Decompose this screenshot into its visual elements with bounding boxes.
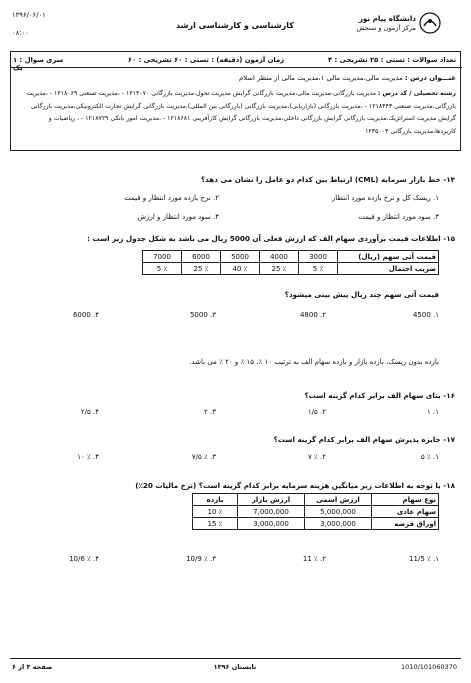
table-cell: ضریب احتمال	[338, 263, 439, 275]
course-title-line	[16, 74, 456, 82]
table-cell: 3,000,000	[305, 518, 372, 530]
table-cell: ٪ 25	[182, 263, 221, 275]
q16-option-3: ۳. ۲	[204, 408, 216, 416]
question-16-text: بتای سهام الف برابر کدام گزینه است؟	[304, 391, 441, 400]
table-cell: ٪ 15	[193, 518, 238, 530]
q17-option-2: ۲. ٪ ۷	[308, 453, 326, 461]
q18-option-3: ۳. ٪ 10/9	[186, 555, 216, 563]
table-cell: 4000	[260, 251, 299, 263]
table-cell: ٪ 5	[143, 263, 182, 275]
page-number: صفحه ۳ از ۶	[12, 663, 53, 671]
exam-duration: زمان آزمون (دقیقه) : تستی : ۶۰ تشریحی : ۶۰	[127, 56, 285, 64]
q16-option-1: ۱. ۱	[427, 408, 439, 416]
question-18-text: با توجه به اطلاعات زیر میانگین هزینه سرمایه برابر کدام گزینه است؟ (نرخ مالیات 20٪)	[135, 481, 441, 490]
question-14-text: خط بازار سرمایه (CML) ارتباط بین کدام دو عامل را نشان می دهد؟	[200, 175, 441, 184]
q17-option-1: ۱. ٪ ۵	[421, 453, 439, 461]
q15-option-2: ۲. 4800	[299, 311, 326, 319]
table-cell: 5,000,000	[305, 506, 372, 518]
table-cell: ٪ 10	[193, 506, 238, 518]
table-row	[143, 263, 439, 275]
q14-option-1: ۱. ریسک کل و نرخ بازده مورد انتظار	[331, 194, 439, 202]
table-cell: 7,000,000	[238, 506, 305, 518]
table-cell: قیمت آتی سهم (ریال)	[338, 251, 439, 263]
table-cell: 3,000,000	[238, 518, 305, 530]
field-text: مدیریت بازرگانی-مدیریت مالی،مدیریت بازرگانی گرایش مدیریت تحول،مدیریت بازرگانی ۱۲۱۴۰۷۰ - ،مدیریت صنعتی ۱۲۱۸۰۶۹ - ،مدیریت بازرگانی،مدیریت صنعتی ۱۲۱۸۴۴۳ - ،مدیریت بازرگانی (بازاریابی)،مدیریت بازرگانی (بازرگانی بین المللی)،مدیریت بازرگانی گرایش تجارت الکترونیکی،مدیریت بازرگانی گرایش مدیریت استراتژیک،مدیریت بازرگانی گرایش بازرگانی داخلی،مدیریت بازرگانی گرایش کارآفرینی ۱۲۱۸۶۸۱ - ،مدیریت امور بانکی ۱۲۱۸۷۲۹ - ، ریاضیات و کاربردها،مدیریت بازرگانی ۱۲۳۵۰۰۴	[26, 90, 456, 135]
series-label: سری سوال : ۱ یک	[13, 56, 64, 72]
table-row	[193, 506, 439, 518]
course-info-box	[10, 51, 461, 151]
table-cell: ٪ 25	[260, 263, 299, 275]
q14-option-2: ۲. نرخ بازده مورد انتظار و قیمت	[124, 194, 219, 202]
q18-capital-table	[192, 493, 439, 530]
table-row	[143, 251, 439, 263]
footer-divider	[10, 658, 461, 659]
q15-subquestion: قیمت آتی سهم چند ریال پیش بینی میشود؟	[284, 290, 439, 299]
table-cell: 6000	[182, 251, 221, 263]
q15-option-3: ۳. 5000	[189, 311, 216, 319]
semester-label: تابستان ۱۳۹۶	[213, 663, 257, 671]
exam-date: ۱۳۹۶/۰۶/۰۱	[12, 11, 46, 19]
q18-option-1: ۱. ٪ 11/5	[409, 555, 439, 563]
question-count: تعداد سوالات : تستی : ۲۵ تشریحی : ۴	[328, 56, 456, 64]
university-name: دانشگاه پیام نور	[358, 14, 416, 23]
table-header: نوع سهام	[372, 494, 439, 506]
q15-option-1: ۱. 4500	[412, 311, 439, 319]
table-cell: ٪ 5	[299, 263, 338, 275]
question-15: ۱۵- اطلاعات قیمت برآوردی سهام الف که ارزش فعلی آن 5000 ریال می باشد به شکل جدول زیر است :	[87, 234, 455, 243]
table-cell: سهام عادی	[372, 506, 439, 518]
exam-page	[10, 8, 461, 676]
q16-option-2: ۲. ۱/۵	[307, 408, 326, 416]
q16-option-4: ۴. ۲/۵	[80, 408, 99, 416]
table-row	[193, 494, 439, 506]
question-15-text: اطلاعات قیمت برآوردی سهام الف که ارزش فعلی آن 5000 ریال می باشد به شکل جدول زیر است :	[87, 234, 441, 243]
university-sub: مرکز آزمون و سنجش	[356, 24, 416, 32]
table-cell: ٪ 40	[221, 263, 260, 275]
q14-option-4: ۴. سود مورد انتظار و ارزش	[137, 213, 219, 221]
question-17: ۱۷- جایزه پذیرش سهام الف برابر کدام گزینه است؟	[273, 435, 455, 444]
exam-title: کارشناسی و کارشناسی ارشد	[176, 21, 294, 30]
q16-17-note: بازده بدون ریسک، بازده بازار و بازده سهام الف به ترتیب ۱۰ ٪، ۱۵ ٪ و ۲۰ ٪ می باشد.	[189, 358, 439, 366]
q18-option-4: ۴. ٪ 10/6	[69, 555, 99, 563]
q14-option-3: ۳. سود مورد انتظار و قیمت	[358, 213, 439, 221]
question-14: ۱۴- خط بازار سرمایه (CML) ارتباط بین کدام دو عامل را نشان می دهد؟	[200, 175, 455, 184]
field-label: رشته تحصیلی / کد درس :	[377, 90, 456, 97]
course-title-label: عنـــوان درس :	[404, 74, 456, 82]
table-header: بازده	[193, 494, 238, 506]
exam-code: 1010/101060370	[401, 663, 457, 671]
q15-option-4: ۴. 6000	[72, 311, 99, 319]
table-cell: اوراق قرضه	[372, 518, 439, 530]
q15-price-table	[142, 250, 439, 275]
table-cell: 3000	[299, 251, 338, 263]
q17-option-4: ۴. ٪ ۱۰	[77, 453, 99, 461]
question-17-text: جایزه پذیرش سهام الف برابر کدام گزینه است؟	[273, 435, 441, 444]
university-logo-icon	[419, 12, 441, 34]
q18-option-2: ۲. ٪ 11	[302, 555, 326, 563]
field-line	[16, 88, 456, 138]
course-title: مدیریت مالی،مدیریت مالی ۱،مدیریت مالی از منظر اسلام	[239, 74, 403, 82]
table-row	[193, 518, 439, 530]
question-18: ۱۸- با توجه به اطلاعات زیر میانگین هزینه سرمایه برابر کدام گزینه است؟ (نرخ مالیات 20٪)	[135, 481, 455, 490]
table-header: ارزش بازار	[238, 494, 305, 506]
question-16: ۱۶- بتای سهام الف برابر کدام گزینه است؟	[304, 391, 455, 400]
table-header: ارزش اسمی	[305, 494, 372, 506]
exam-time-code: ۰۸:۰۰	[12, 29, 29, 37]
q17-option-3: ۳. ٪ ۷/۵	[191, 453, 216, 461]
table-cell: 5000	[221, 251, 260, 263]
table-cell: 7000	[143, 251, 182, 263]
